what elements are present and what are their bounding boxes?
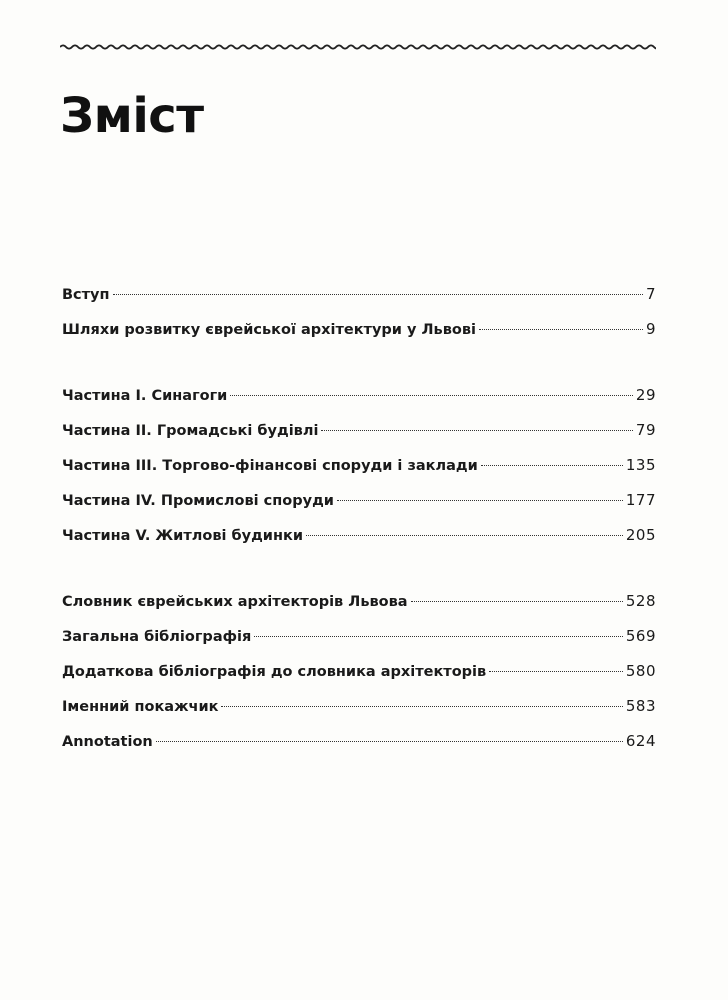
toc-entry[interactable] (62, 592, 656, 627)
dot-leader (411, 601, 623, 602)
toc-entry-page: 624 (625, 732, 656, 750)
decorative-wave-divider (60, 40, 656, 54)
toc-entry-title: Annotation (62, 734, 153, 750)
toc-entry-page: 135 (625, 456, 656, 474)
toc-entry[interactable] (62, 491, 656, 526)
toc-entry-title: Шляхи розвитку єврейської архітектури у Львові (62, 322, 476, 338)
toc-entry[interactable] (62, 456, 656, 491)
dot-leader (156, 741, 623, 742)
toc-entry-title: Вступ (62, 287, 110, 303)
toc-entry[interactable] (62, 386, 656, 421)
toc-entry-page: 7 (645, 285, 656, 303)
dot-leader (113, 294, 643, 295)
toc-entry-page: 205 (625, 526, 656, 544)
toc-entry[interactable] (62, 285, 656, 320)
toc-entry-page: 9 (645, 320, 656, 338)
dot-leader (221, 706, 622, 707)
toc-entry-title: Додаткова бібліографія до словника архітекторів (62, 664, 487, 680)
toc-entry-title: Словник єврейських архітекторів Львова (62, 594, 408, 610)
dot-leader (306, 535, 623, 536)
table-of-contents (62, 285, 656, 798)
toc-entry[interactable] (62, 662, 656, 697)
toc-entry-title: Іменний покажчик (62, 699, 219, 715)
page-title: Зміст (60, 88, 204, 144)
toc-entry-page: 29 (635, 386, 656, 404)
toc-entry-page: 177 (625, 491, 656, 509)
toc-entry[interactable] (62, 421, 656, 456)
toc-entry-title: Частина І. Синагоги (62, 388, 228, 404)
toc-entry-title: Загальна бібліографія (62, 629, 252, 645)
toc-entry-title: Частина IV. Промислові споруди (62, 493, 334, 509)
toc-entry-page: 79 (635, 421, 656, 439)
dot-leader (230, 395, 633, 396)
dot-leader (321, 430, 632, 431)
toc-entry-title: Частина V. Житлові будинки (62, 528, 303, 544)
toc-entry-title: Частина ІІІ. Торгово-фінансові споруди і заклади (62, 458, 478, 474)
toc-entry[interactable] (62, 627, 656, 662)
dot-leader (337, 500, 623, 501)
dot-leader (479, 329, 643, 330)
toc-entry-title: Частина ІІ. Громадські будівлі (62, 423, 319, 439)
dot-leader (254, 636, 623, 637)
toc-entry-page: 569 (625, 627, 656, 645)
toc-group-appendices (62, 592, 656, 767)
dot-leader (481, 465, 623, 466)
toc-entry[interactable] (62, 732, 656, 767)
toc-entry-page: 528 (625, 592, 656, 610)
toc-entry-page: 583 (625, 697, 656, 715)
toc-group-parts (62, 386, 656, 561)
toc-entry[interactable] (62, 320, 656, 355)
toc-group-introduction (62, 285, 656, 355)
toc-entry[interactable] (62, 697, 656, 732)
toc-entry-page: 580 (625, 662, 656, 680)
dot-leader (489, 671, 623, 672)
toc-entry[interactable] (62, 526, 656, 561)
